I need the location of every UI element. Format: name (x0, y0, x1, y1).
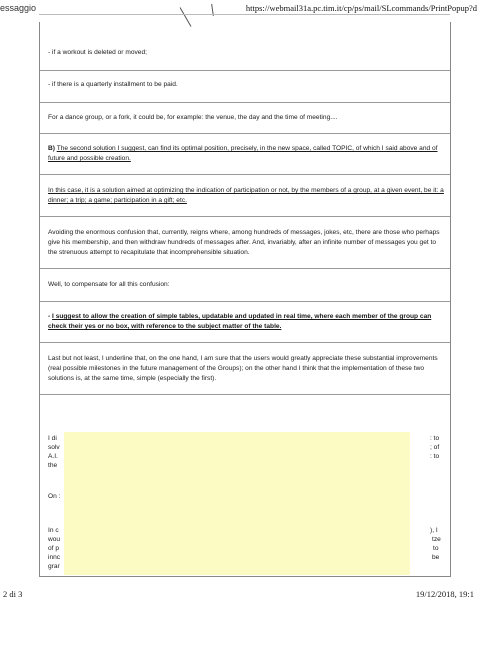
solution-text: The second solution I suggest, can find its optimal position, precisely, in the new space, called TOPIC, of which I said above and of future and possible creation. (48, 145, 438, 162)
paragraph-compensate: Well, to compensate for all this confusion: (48, 281, 170, 288)
print-datetime: 19/12/2018, 19:1 (415, 589, 474, 599)
clipped-text: : to (430, 453, 440, 460)
header-url: https://webmail31a.pc.tim.it/cp/ps/mail/SLcommands/PrintPopup?d (245, 3, 477, 13)
divider (40, 70, 450, 71)
highlight-overlay (64, 432, 410, 575)
divider (40, 102, 450, 103)
clipped-text: wou (48, 536, 61, 543)
divider (40, 342, 450, 343)
divider (40, 268, 450, 269)
header-left-label: essaggio (0, 3, 37, 13)
clipped-text: : to (430, 435, 440, 442)
clipped-text: tze (432, 536, 441, 543)
clipped-text: I di (48, 435, 57, 442)
solution-label: B) (48, 145, 55, 152)
paragraph-last-but-not-least: Last but not least, I underline that, on the one hand, I am sure that the users would greatly appreciate these substantial improvements (real possible milestones in the future management of the Groups); on the other hand I think that the implementation of these two solutions is, at the same time, simple (especially the first). (48, 355, 438, 382)
clipped-text: the (48, 462, 58, 469)
divider (40, 301, 450, 302)
paragraph-installment: - if there is a quarterly installment to be paid. (48, 81, 178, 88)
paragraph-confusion: Avoiding the enormous confusion that, currently, reigns where, among hundreds of messages, jokes, etc, there are those who perhaps give his membership, and then withdraw hundreds of messages after. And, invariably, after an infinite number of messages you get to the strenuous attempt to recapitulate that incomprehensible situation. (48, 229, 440, 256)
clipped-text: In c (48, 527, 59, 534)
paragraph-participation: In this case, it is a solution aimed at optimizing the indication of participation or not, by the members of a group, at a given event, be it: a dinner; a trip; a game; participation in a gift; etc. (48, 187, 444, 204)
paragraph-dance-group: For a dance group, or a fork, it could be, for example: the venue, the day and the time of meeting.... (48, 114, 338, 121)
message-frame (39, 22, 451, 577)
paragraph-second-solution (48, 144, 444, 164)
suggestion-text: I suggest to allow the creation of simple tables, updatable and updated in real time, where each member of the group can check their yes or no box, with reference to the subject matter of the table. (48, 313, 432, 330)
page-number: 2 di 3 (3, 589, 23, 599)
clipped-text: grar (48, 563, 60, 570)
divider (40, 174, 450, 175)
clipped-text: On : (48, 493, 61, 500)
divider (40, 394, 450, 395)
paragraph-workout: - if a workout is deleted or moved; (48, 49, 147, 56)
clipped-text: ; of (430, 444, 440, 451)
clipped-text: A.I. (48, 453, 58, 460)
clipped-text: to (433, 545, 439, 552)
paragraph-suggestion (48, 312, 444, 332)
divider (40, 216, 450, 217)
clipped-text: ), I (430, 527, 438, 534)
top-rule (39, 14, 450, 15)
divider (40, 133, 450, 134)
clipped-text: innc (48, 554, 61, 561)
suggestion-dash: - (48, 313, 51, 320)
clipped-text: solv (48, 444, 60, 451)
clipped-text: be (432, 554, 440, 561)
clipped-text: of p (48, 545, 59, 552)
